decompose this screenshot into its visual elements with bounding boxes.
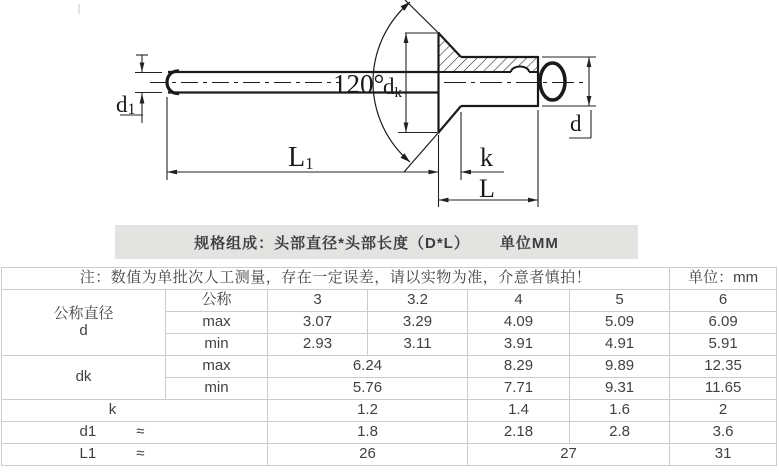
- d-section-label: 公称直径 d: [2, 290, 166, 356]
- size-col: 3: [268, 290, 368, 312]
- value-cell: 2.8: [570, 422, 670, 444]
- value-cell: 8.29: [468, 356, 570, 378]
- unit-cell: 单位：mm: [670, 268, 777, 290]
- value-cell: 4.09: [468, 312, 570, 334]
- value-cell: 1.6: [570, 400, 670, 422]
- value-cell: 3.91: [468, 334, 570, 356]
- label-L: L: [479, 174, 495, 203]
- table-row-note: [2, 268, 777, 290]
- approx-symbol: ≈: [136, 423, 145, 441]
- value-cell: 5.91: [670, 334, 777, 356]
- spec-banner: [115, 225, 638, 259]
- value-cell: 2: [670, 400, 777, 422]
- value-cell: 26: [268, 444, 468, 466]
- value-cell: 7.71: [468, 378, 570, 400]
- value-cell: 4.91: [570, 334, 670, 356]
- dimension-dk: [398, 33, 437, 133]
- d1-row-label: d1 ≈: [2, 422, 268, 444]
- size-col: 4: [468, 290, 570, 312]
- table-row-d1: [2, 422, 777, 444]
- mandrel-head-ball: [540, 63, 565, 100]
- table-row-L1: [2, 444, 777, 466]
- value-cell: 12.35: [670, 356, 777, 378]
- rivet-technical-drawing: [0, 0, 779, 224]
- value-cell: 3.11: [368, 334, 468, 356]
- label-k: k: [480, 143, 493, 172]
- approx-symbol: ≈: [136, 445, 145, 463]
- spec-banner-text: 规格组成：头部直径*头部长度（D*L）: [194, 234, 470, 252]
- table-row-dk-max: [2, 356, 777, 378]
- value-cell: 9.31: [570, 378, 670, 400]
- nominal-header: 公称: [166, 290, 268, 312]
- k-row-label: k: [2, 400, 268, 422]
- size-col: 5: [570, 290, 670, 312]
- min-label: min: [166, 334, 268, 356]
- value-cell: 9.89: [570, 356, 670, 378]
- L1-row-label: L1 ≈: [2, 444, 268, 466]
- value-cell: 1.2: [268, 400, 468, 422]
- label-angle-120: 120°: [333, 69, 385, 99]
- value-cell: 3.6: [670, 422, 777, 444]
- dk-section-label: dk: [2, 356, 166, 400]
- value-cell: 31: [670, 444, 777, 466]
- label-L1: L1: [288, 142, 314, 173]
- value-cell: 3.07: [268, 312, 368, 334]
- value-cell: 6.24: [268, 356, 468, 378]
- value-cell: 27: [468, 444, 670, 466]
- min-label: min: [166, 378, 268, 400]
- label-d: d: [570, 111, 582, 136]
- value-cell: 5.76: [268, 378, 468, 400]
- value-cell: 5.09: [570, 312, 670, 334]
- note-text: 注：数值为单批次人工测量，存在一定误差，请以实物为准，介意者慎拍！: [2, 268, 670, 290]
- max-label: max: [166, 312, 268, 334]
- size-col: 3.2: [368, 290, 468, 312]
- break-notch: [511, 67, 529, 72]
- value-cell: 2.18: [468, 422, 570, 444]
- value-cell: 1.8: [268, 422, 468, 444]
- max-label: max: [166, 356, 268, 378]
- spec-table: [1, 267, 777, 466]
- size-col: 6: [670, 290, 777, 312]
- label-d1: d1: [116, 92, 136, 118]
- value-cell: 3.29: [368, 312, 468, 334]
- table-row-header: [2, 290, 777, 312]
- value-cell: 1.4: [468, 400, 570, 422]
- table-row-k: [2, 400, 777, 422]
- value-cell: 6.09: [670, 312, 777, 334]
- spec-banner-unit: 单位MM: [499, 234, 559, 252]
- value-cell: 2.93: [268, 334, 368, 356]
- label-dk: dk: [383, 74, 402, 101]
- value-cell: 11.65: [670, 378, 777, 400]
